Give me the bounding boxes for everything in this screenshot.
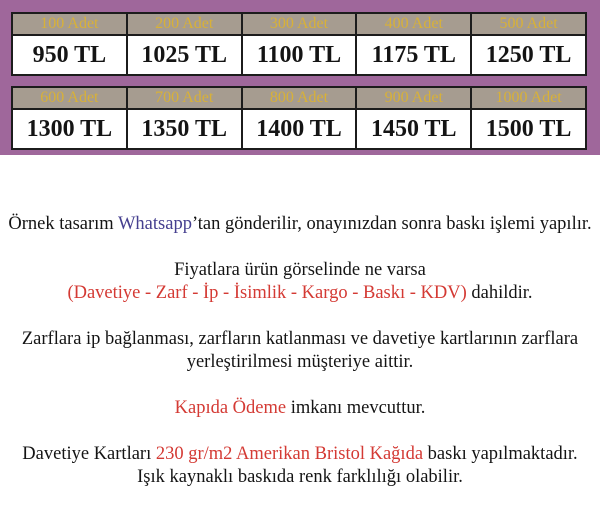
qty-header-cell: 800 Adet xyxy=(242,87,357,109)
note-text: yerleştirilmesi müşteriye aittir. xyxy=(186,352,414,372)
note-price-includes xyxy=(0,259,600,305)
note-paper-quality xyxy=(0,443,600,489)
price-cell: 1500 TL xyxy=(471,109,586,149)
note-paper-line xyxy=(0,443,600,466)
note-text: Zarflara ip bağlanması, zarfların katlanması ve davetiye kartlarının zarflara xyxy=(21,329,579,349)
included-items-list: (Davetiye - Zarf - İp - İsimlik - Kargo - Baskı - KDV) xyxy=(67,283,467,303)
note-text: imkanı mevcuttur. xyxy=(286,398,426,418)
price-cell: 1250 TL xyxy=(471,35,586,75)
qty-header-cell: 300 Adet xyxy=(242,13,357,35)
note-design-delivery xyxy=(0,213,600,236)
qty-header-row xyxy=(12,87,586,109)
note-text: Işık kaynaklı baskıda renk farklılığı olabilir. xyxy=(137,467,463,487)
note-text: baskı yapılmaktadır. xyxy=(423,444,578,464)
note-text: Fiyatlara ürün görselinde ne varsa xyxy=(174,260,426,280)
note-text: Örnek tasarım xyxy=(8,214,118,234)
price-cell: 1400 TL xyxy=(242,109,357,149)
note-text: ’tan gönderilir, onayınızdan sonra baskı işlemi yapılır. xyxy=(191,214,592,234)
qty-header-cell: 100 Adet xyxy=(12,13,127,35)
price-cell: 1175 TL xyxy=(356,35,471,75)
price-banner xyxy=(0,0,600,155)
qty-header-cell: 400 Adet xyxy=(356,13,471,35)
price-cell: 1300 TL xyxy=(12,109,127,149)
qty-header-cell: 500 Adet xyxy=(471,13,586,35)
whatsapp-label: Whatsapp xyxy=(117,214,192,234)
note-customer-responsibility xyxy=(0,328,600,374)
qty-header-cell: 1000 Adet xyxy=(471,87,586,109)
qty-header-row xyxy=(12,13,586,35)
price-cell: 1450 TL xyxy=(356,109,471,149)
price-row xyxy=(12,109,586,149)
cash-on-delivery-label: Kapıda Ödeme xyxy=(174,398,287,418)
price-cell: 1100 TL xyxy=(242,35,357,75)
price-row xyxy=(12,35,586,75)
price-table-100-500 xyxy=(11,12,587,76)
note-payment-option xyxy=(0,397,600,420)
price-cell: 1350 TL xyxy=(127,109,242,149)
price-cell: 950 TL xyxy=(12,35,127,75)
notes-section xyxy=(0,155,600,489)
note-text: dahildir. xyxy=(466,283,533,303)
qty-header-cell: 200 Adet xyxy=(127,13,242,35)
paper-spec-label: 230 gr/m2 Amerikan Bristol Kağıda xyxy=(155,444,424,464)
note-text: Davetiye Kartları xyxy=(22,444,156,464)
qty-header-cell: 900 Adet xyxy=(356,87,471,109)
price-table-600-1000 xyxy=(11,86,587,150)
qty-header-cell: 600 Adet xyxy=(12,87,127,109)
note-included-items xyxy=(0,282,600,305)
price-cell: 1025 TL xyxy=(127,35,242,75)
qty-header-cell: 700 Adet xyxy=(127,87,242,109)
